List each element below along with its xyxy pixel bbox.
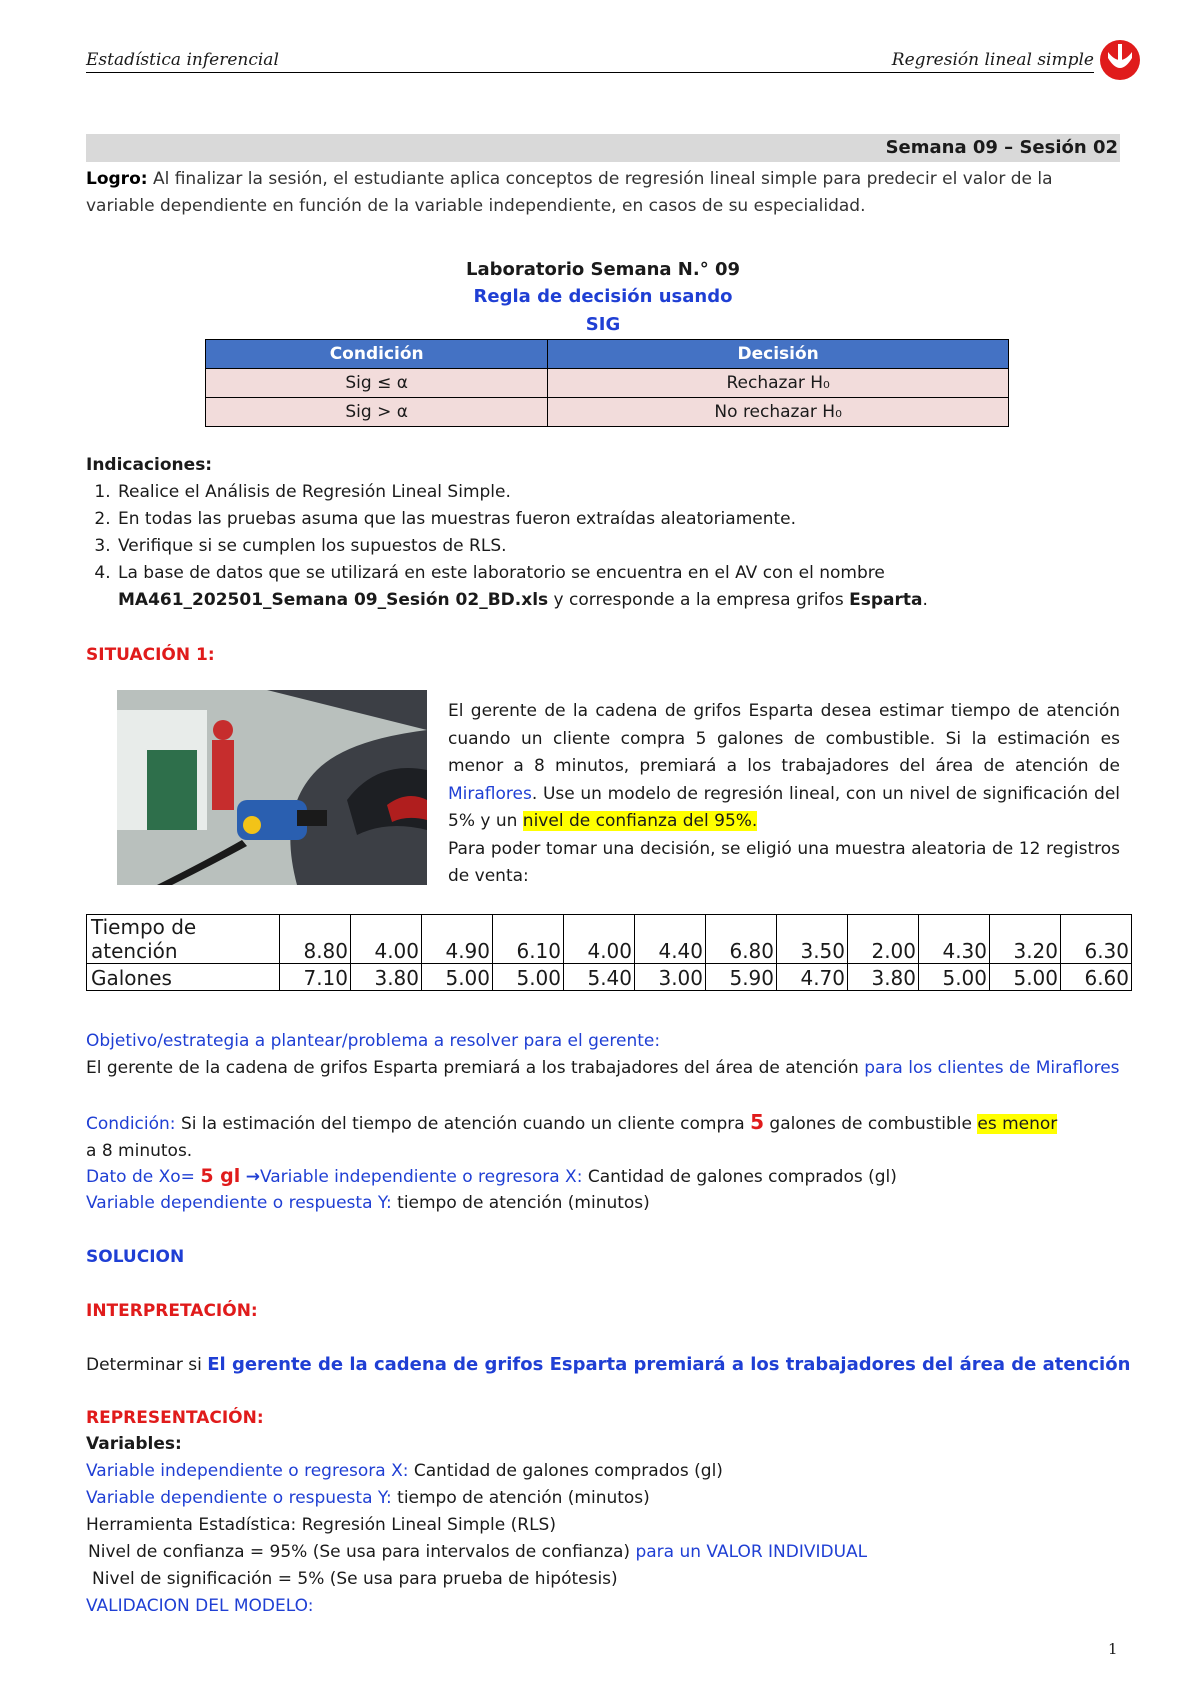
galones-cell: 3.00 <box>635 964 706 991</box>
indications-list <box>86 479 928 614</box>
header-course: Estadística inferencial <box>86 50 279 70</box>
situation-description <box>448 698 1120 891</box>
objective-line: El gerente de la cadena de grifos Esparta premiará a los trabajadores del área de atención <box>86 1058 865 1078</box>
condition-part-1: Si la estimación del tiempo de atención cuando un cliente compra <box>175 1114 751 1134</box>
xo-var-label: Variable independiente o regresora X: <box>259 1167 583 1187</box>
objective-line-blue: para los clientes de Miraflores <box>864 1058 1120 1078</box>
representation-title: REPRESENTACIÓN: <box>86 1408 264 1428</box>
y-line <box>86 1190 650 1217</box>
situation-title: SITUACIÓN 1: <box>86 645 215 665</box>
lab-title: Laboratorio Semana N.° 09 <box>465 259 741 280</box>
tiempo-cell: 3.50 <box>777 915 848 964</box>
objective-text <box>86 1055 1120 1082</box>
period: . <box>922 590 928 610</box>
row-label-galones: Galones <box>87 964 280 991</box>
rep-x-line <box>86 1458 723 1485</box>
rule-condition: Sig ≤ α <box>206 369 548 398</box>
miraflores-text: Miraflores <box>448 783 532 804</box>
tiempo-cell: 8.80 <box>280 915 351 964</box>
galones-cell: 3.80 <box>848 964 919 991</box>
tiempo-cell: 4.90 <box>422 915 493 964</box>
indications-title: Indicaciones: <box>86 455 213 475</box>
xo-line <box>86 1163 897 1191</box>
arrow-right-icon: → <box>245 1167 260 1187</box>
lab-subtitle-sig: SIG <box>585 314 621 335</box>
dataset-file-name: MA461_202501_Semana 09_Sesión 02_BD.xls <box>118 590 549 610</box>
interpretation-goal: El gerente de la cadena de grifos Esparta premiará a los trabajadores del área de atención <box>207 1354 1131 1375</box>
list-item <box>116 560 928 614</box>
galones-cell: 5.90 <box>706 964 777 991</box>
tiempo-cell: 6.80 <box>706 915 777 964</box>
university-logo-icon <box>1098 38 1142 82</box>
goal-label: Logro: <box>86 169 148 189</box>
statistical-tool: Herramienta Estadística: Regresión Lineal Simple (RLS) <box>86 1515 556 1535</box>
rule-decision: Rechazar H₀ <box>548 369 1009 398</box>
galones-cell: 6.60 <box>1061 964 1132 991</box>
condition-five: 5 <box>750 1110 764 1134</box>
list-item: 3. Verifique si se cumplen los supuestos de RLS. <box>116 533 928 560</box>
rep-x-label: Variable independiente o regresora X: <box>86 1461 409 1481</box>
confidence-level-highlight: nivel de confianza del 95%. <box>522 811 758 831</box>
rep-y-label: Variable dependiente o respuesta Y: <box>86 1488 392 1508</box>
tiempo-cell: 4.40 <box>635 915 706 964</box>
interpretation-prefix: Determinar si <box>86 1355 208 1375</box>
list-item: 2. En todas las pruebas asuma que las muestras fueron extraídas aleatoriamente. <box>116 506 928 533</box>
table-row <box>87 915 1132 964</box>
page-header <box>86 50 1094 73</box>
xo-label: Dato de Xo= <box>86 1167 195 1187</box>
table-row <box>87 964 1132 991</box>
xo-value: 5 gl <box>200 1165 241 1187</box>
variables-title: Variables: <box>86 1434 182 1454</box>
solution-title: SOLUCION <box>86 1247 185 1267</box>
galones-cell: 5.40 <box>564 964 635 991</box>
row-label-tiempo-2: atención <box>91 939 178 963</box>
situation-text-1: El gerente de la cadena de grifos Esparta desea estimar tiempo de atención cuando un cliente compra 5 galones de combustible. Si la estimación es menor a 8 minutos, premiará a los trabajadores del área de atención de <box>448 701 1120 776</box>
situation-text-3: Para poder tomar una decisión, se eligió una muestra aleatoria de 12 registros de venta: <box>448 838 1120 886</box>
significance-line: Nivel de significación = 5% (Se usa para prueba de hipótesis) <box>92 1569 618 1589</box>
row-label-tiempo <box>87 915 280 964</box>
table-row <box>206 369 1009 398</box>
galones-cell: 5.00 <box>919 964 990 991</box>
rep-x-text: Cantidad de galones comprados (gl) <box>408 1461 723 1481</box>
galones-cell: 7.10 <box>280 964 351 991</box>
interpretation-title: INTERPRETACIÓN: <box>86 1301 258 1321</box>
goal-text: Al finalizar la sesión, el estudiante aplica conceptos de regresión lineal simple para predecir el valor de la variable dependiente en función de la variable independiente, en casos de su especialidad. <box>86 169 1053 216</box>
tiempo-cell: 6.30 <box>1061 915 1132 964</box>
tiempo-cell: 4.00 <box>351 915 422 964</box>
rule-condition: Sig > α <box>206 398 548 427</box>
rule-header-decision: Decisión <box>548 340 1009 369</box>
dataset-suffix: y corresponde a la empresa grifos <box>548 590 850 610</box>
condition-label: Condición: <box>86 1114 176 1134</box>
row-label-tiempo-1: Tiempo de <box>91 915 197 939</box>
tiempo-cell: 3.20 <box>990 915 1061 964</box>
rule-decision: No rechazar H₀ <box>548 398 1009 427</box>
galones-cell: 5.00 <box>990 964 1061 991</box>
gas-pump-image-icon <box>117 690 427 885</box>
rep-y-text: tiempo de atención (minutos) <box>391 1488 650 1508</box>
galones-cell: 5.00 <box>422 964 493 991</box>
rep-y-line <box>86 1485 650 1512</box>
rule-header-condition: Condición <box>206 340 548 369</box>
y-text: tiempo de atención (minutos) <box>391 1193 650 1213</box>
gas-pump-photo <box>117 690 427 885</box>
indications <box>86 452 928 614</box>
page-number: 1 <box>1108 1640 1118 1658</box>
tiempo-cell: 4.00 <box>564 915 635 964</box>
company-name: Esparta <box>849 590 923 610</box>
condition-highlight: es menor <box>977 1114 1058 1134</box>
sample-data-table <box>86 914 1132 991</box>
tiempo-cell: 4.30 <box>919 915 990 964</box>
galones-cell: 5.00 <box>493 964 564 991</box>
y-label: Variable dependiente o respuesta Y: <box>86 1193 392 1213</box>
list-item: 1. Realice el Análisis de Regresión Lineal Simple. <box>116 479 928 506</box>
header-topic: Regresión lineal simple <box>891 50 1094 70</box>
condition-part-2: galones de combustible <box>764 1114 978 1134</box>
interpretation-text <box>86 1351 1130 1379</box>
validation-title: VALIDACION DEL MODELO: <box>86 1596 314 1616</box>
confidence-text: Nivel de confianza = 95% (Se usa para intervalos de confianza) <box>88 1542 636 1562</box>
confidence-line <box>88 1539 867 1566</box>
tiempo-cell: 6.10 <box>493 915 564 964</box>
condition-part-3: a 8 minutos. <box>86 1141 193 1161</box>
xo-var-text: Cantidad de galones comprados (gl) <box>582 1167 897 1187</box>
table-row <box>206 398 1009 427</box>
objective-title: Objetivo/estrategia a plantear/problema a resolver para el gerente: <box>86 1031 661 1051</box>
learning-goal <box>86 166 1120 220</box>
list-item-text: La base de datos que se utilizará en este laboratorio se encuentra en el AV con el nombre <box>118 563 885 583</box>
confidence-blue: para un VALOR INDIVIDUAL <box>635 1542 868 1562</box>
condition-text <box>86 1109 1120 1165</box>
tiempo-cell: 2.00 <box>848 915 919 964</box>
week-session-bar: Semana 09 – Sesión 02 <box>86 134 1120 162</box>
decision-rule-table <box>205 339 1009 427</box>
lab-subtitle: Regla de decisión usando <box>473 286 733 307</box>
galones-cell: 3.80 <box>351 964 422 991</box>
galones-cell: 4.70 <box>777 964 848 991</box>
situation-text-2: . Use un modelo de regresión lineal, con un nivel de significación del 5% y un <box>448 783 1120 831</box>
